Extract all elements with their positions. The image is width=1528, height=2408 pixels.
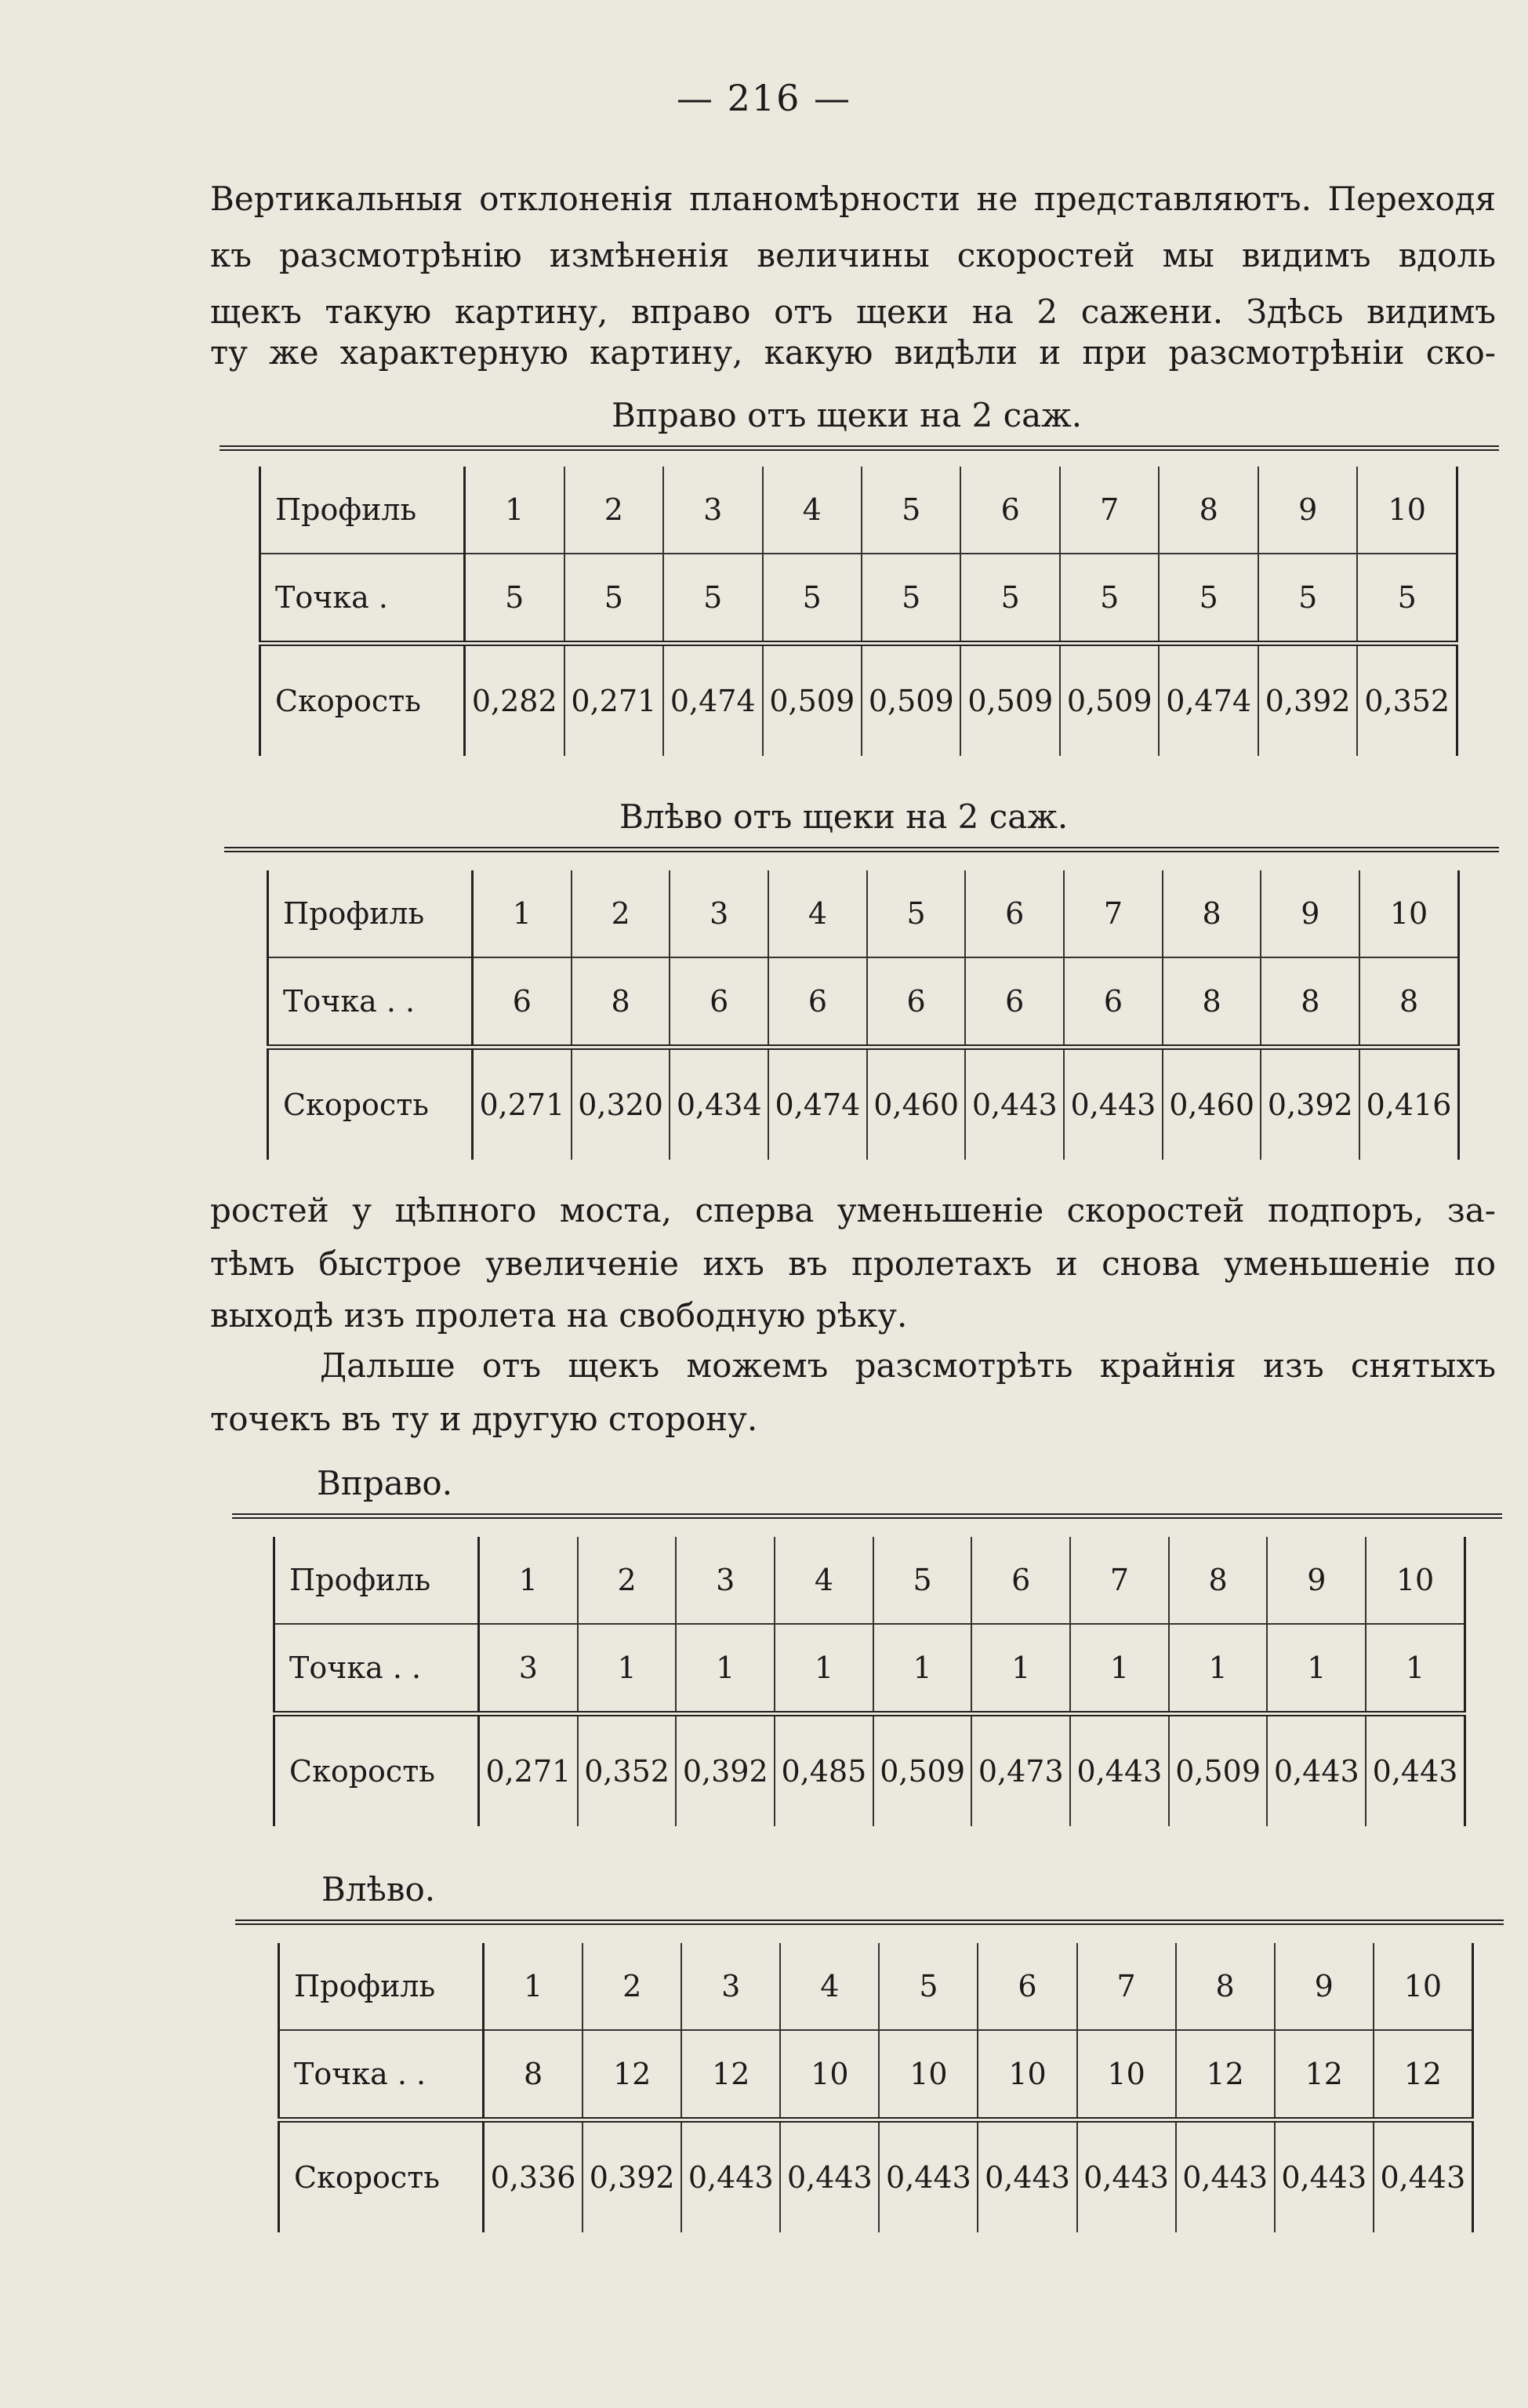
page-number: — 216 —	[676, 77, 852, 119]
table-cell: 0,271	[479, 1714, 578, 1827]
table-cell: 4	[763, 467, 862, 554]
row-label: Скорость	[268, 1048, 473, 1160]
table-cell: 0,352	[1357, 644, 1457, 757]
table-cell: 0,320	[572, 1048, 670, 1160]
table-cell: 10	[879, 2030, 978, 2120]
table-cell: 5	[1357, 554, 1457, 644]
table-cell: 2	[564, 467, 663, 554]
table-cell: 0,509	[1060, 644, 1159, 757]
table-cell: 6	[670, 957, 768, 1048]
table-row	[268, 957, 1459, 1048]
table-cell: 0,416	[1359, 1048, 1458, 1160]
table-cell: 5	[879, 1943, 978, 2030]
table-cell: 10	[1077, 2030, 1176, 2120]
table-cell: 3	[676, 1537, 775, 1624]
table-cell: 1	[971, 1624, 1070, 1714]
table-cell: 0,443	[1176, 2120, 1275, 2233]
table-cell: 3	[479, 1624, 578, 1714]
table-cell: 5	[763, 554, 862, 644]
table-cell: 5	[1258, 554, 1357, 644]
table-cell: 10	[780, 2030, 879, 2120]
table-cell: 5	[1159, 554, 1258, 644]
table-cell: 0,443	[1070, 1714, 1169, 1827]
table-cell: 7	[1060, 467, 1159, 554]
table-cell: 10	[1359, 870, 1458, 957]
paragraph-line: ту же характерную картину, какую видѣли и при разсмотрѣніи ско-	[210, 333, 1496, 372]
table-row	[279, 2120, 1473, 2233]
table-cell: 1	[1267, 1624, 1366, 1714]
table-row	[260, 644, 1457, 757]
table-cell: 6	[971, 1537, 1070, 1624]
table-cell: 1	[775, 1624, 873, 1714]
table-row	[268, 1048, 1459, 1160]
table-cell: 8	[1169, 1537, 1268, 1624]
row-label: Профиль	[268, 870, 473, 957]
table-cell: 0,434	[670, 1048, 768, 1160]
table-cell: 5	[960, 554, 1059, 644]
table-cell: 0,443	[780, 2120, 879, 2233]
table-caption: Влѣво отъ щеки на 2 саж.	[619, 797, 1069, 836]
table-cell: 6	[768, 957, 867, 1048]
table-cell: 0,443	[1064, 1048, 1163, 1160]
table-cell: 5	[564, 554, 663, 644]
row-label: Профиль	[260, 467, 465, 554]
table-row	[274, 1537, 1465, 1624]
table-cell: 5	[873, 1537, 972, 1624]
table-row	[260, 467, 1457, 554]
table-cell: 5	[663, 554, 762, 644]
table-cell: 4	[780, 1943, 879, 2030]
table-cell: 0,443	[1267, 1714, 1366, 1827]
table-cell: 8	[1261, 957, 1359, 1048]
table-cell: 0,460	[1163, 1048, 1261, 1160]
row-label: Точка . .	[279, 2030, 484, 2120]
table-cell: 0,473	[971, 1714, 1070, 1827]
table-cell: 12	[583, 2030, 681, 2120]
table-cell: 0,392	[676, 1714, 775, 1827]
table-cell: 10	[978, 2030, 1076, 2120]
table-cell: 6	[960, 467, 1059, 554]
table-right-2-sazh	[259, 467, 1458, 756]
table-cell: 0,392	[1258, 644, 1357, 757]
table-cell: 8	[572, 957, 670, 1048]
table-right	[273, 1537, 1466, 1826]
table-cell: 1	[465, 467, 564, 554]
table-cell: 1	[1169, 1624, 1268, 1714]
table-cell: 0,509	[763, 644, 862, 757]
table-cell: 0,443	[1366, 1714, 1464, 1827]
table-cell: 10	[1366, 1537, 1464, 1624]
table-cell: 2	[578, 1537, 677, 1624]
table-cell: 2	[572, 870, 670, 957]
table-cell: 6	[965, 957, 1064, 1048]
table-cell: 6	[473, 957, 572, 1048]
table-cell: 9	[1275, 1943, 1374, 2030]
table-cell: 0,509	[862, 644, 960, 757]
row-label: Скорость	[260, 644, 465, 757]
table-cell: 3	[670, 870, 768, 957]
table-cell: 9	[1258, 467, 1357, 554]
table-cell: 0,474	[768, 1048, 867, 1160]
table-cell: 1	[676, 1624, 775, 1714]
table-row	[260, 554, 1457, 644]
row-label: Скорость	[274, 1714, 479, 1827]
table-cell: 0,474	[663, 644, 762, 757]
table-top-rule	[220, 445, 1499, 451]
paragraph-line: ростей у цѣпного моста, сперва уменьшеніе скоростей подпоръ, за-	[210, 1191, 1496, 1229]
table-cell: 1	[578, 1624, 677, 1714]
table-cell: 6	[867, 957, 966, 1048]
table-top-rule	[224, 847, 1499, 852]
table-cell: 0,485	[775, 1714, 873, 1827]
paragraph-line: къ разсмотрѣнію измѣненія величины скоростей мы видимъ вдоль	[210, 236, 1496, 274]
table-cell: 1	[479, 1537, 578, 1624]
table-cell: 5	[867, 870, 966, 957]
table-left-2-sazh	[267, 870, 1460, 1160]
table-cell: 8	[484, 2030, 583, 2120]
table-cell: 7	[1077, 1943, 1176, 2030]
table-cell: 5	[1060, 554, 1159, 644]
paragraph-line: точекъ въ ту и другую сторону.	[210, 1400, 758, 1438]
table-cell: 0,509	[873, 1714, 972, 1827]
table-cell: 3	[681, 1943, 780, 2030]
table-cell: 1	[873, 1624, 972, 1714]
table-cell: 0,352	[578, 1714, 677, 1827]
table-cell: 5	[862, 467, 960, 554]
table-cell: 0,392	[583, 2120, 681, 2233]
table-cell: 5	[862, 554, 960, 644]
table-cell: 6	[1064, 957, 1163, 1048]
table-cell: 0,443	[1077, 2120, 1176, 2233]
table-cell: 0,336	[484, 2120, 583, 2233]
table-cell: 12	[681, 2030, 780, 2120]
table-row	[268, 870, 1459, 957]
table-cell: 0,271	[473, 1048, 572, 1160]
table-cell: 0,443	[965, 1048, 1064, 1160]
table-cell: 0,282	[465, 644, 564, 757]
paragraph-line: тѣмъ быстрое увеличеніе ихъ въ пролетахъ и снова уменьшеніе по	[210, 1244, 1496, 1283]
table-row	[279, 1943, 1473, 2030]
paragraph-line: Дальше отъ щекъ можемъ разсмотрѣть крайнія изъ снятыхъ	[320, 1346, 1496, 1385]
table-cell: 5	[465, 554, 564, 644]
table-cell: 0,474	[1159, 644, 1258, 757]
table-cell: 0,443	[879, 2120, 978, 2233]
table-cell: 1	[473, 870, 572, 957]
table-cell: 3	[663, 467, 762, 554]
table-cell: 0,509	[960, 644, 1059, 757]
row-label: Точка . .	[274, 1624, 479, 1714]
table-cell: 0,392	[1261, 1048, 1359, 1160]
table-cell: 0,509	[1169, 1714, 1268, 1827]
table-cell: 4	[768, 870, 867, 957]
table-caption: Вправо.	[317, 1464, 453, 1502]
table-cell: 0,460	[867, 1048, 966, 1160]
table-cell: 4	[775, 1537, 873, 1624]
row-label: Профиль	[274, 1537, 479, 1624]
table-cell: 6	[978, 1943, 1076, 2030]
table-cell: 1	[1366, 1624, 1464, 1714]
row-label: Профиль	[279, 1943, 484, 2030]
paragraph-line: выходѣ изъ пролета на свободную рѣку.	[210, 1296, 908, 1335]
paragraph-line: щекъ такую картину, вправо отъ щеки на 2 сажени. Здѣсь видимъ	[210, 292, 1496, 331]
table-caption: Влѣво.	[321, 1870, 436, 1909]
table-cell: 0,443	[1275, 2120, 1374, 2233]
table-cell: 12	[1374, 2030, 1473, 2120]
table-cell: 12	[1275, 2030, 1374, 2120]
table-cell: 12	[1176, 2030, 1275, 2120]
table-cell: 10	[1374, 1943, 1473, 2030]
table-cell: 1	[1070, 1624, 1169, 1714]
table-top-rule	[235, 1919, 1504, 1925]
table-cell: 8	[1159, 467, 1258, 554]
table-cell: 0,443	[978, 2120, 1076, 2233]
row-label: Скорость	[279, 2120, 484, 2233]
table-cell: 7	[1064, 870, 1163, 957]
table-cell: 8	[1176, 1943, 1275, 2030]
table-cell: 9	[1261, 870, 1359, 957]
row-label: Точка . .	[268, 957, 473, 1048]
table-cell: 1	[484, 1943, 583, 2030]
table-row	[274, 1714, 1465, 1827]
table-cell: 6	[965, 870, 1064, 957]
table-caption: Вправо отъ щеки на 2 саж.	[612, 396, 1083, 434]
row-label: Точка .	[260, 554, 465, 644]
table-cell: 0,443	[681, 2120, 780, 2233]
table-cell: 0,271	[564, 644, 663, 757]
table-cell: 2	[583, 1943, 681, 2030]
table-cell: 8	[1163, 957, 1261, 1048]
paragraph-line: Вертикальныя отклоненія планомѣрности не представляютъ. Переходя	[210, 180, 1496, 218]
table-top-rule	[232, 1513, 1502, 1519]
table-cell: 7	[1070, 1537, 1169, 1624]
table-cell: 0,443	[1374, 2120, 1473, 2233]
table-row	[274, 1624, 1465, 1714]
table-left	[278, 1943, 1474, 2232]
table-cell: 8	[1163, 870, 1261, 957]
table-cell: 10	[1357, 467, 1457, 554]
table-cell: 9	[1267, 1537, 1366, 1624]
table-row	[279, 2030, 1473, 2120]
table-cell: 8	[1359, 957, 1458, 1048]
